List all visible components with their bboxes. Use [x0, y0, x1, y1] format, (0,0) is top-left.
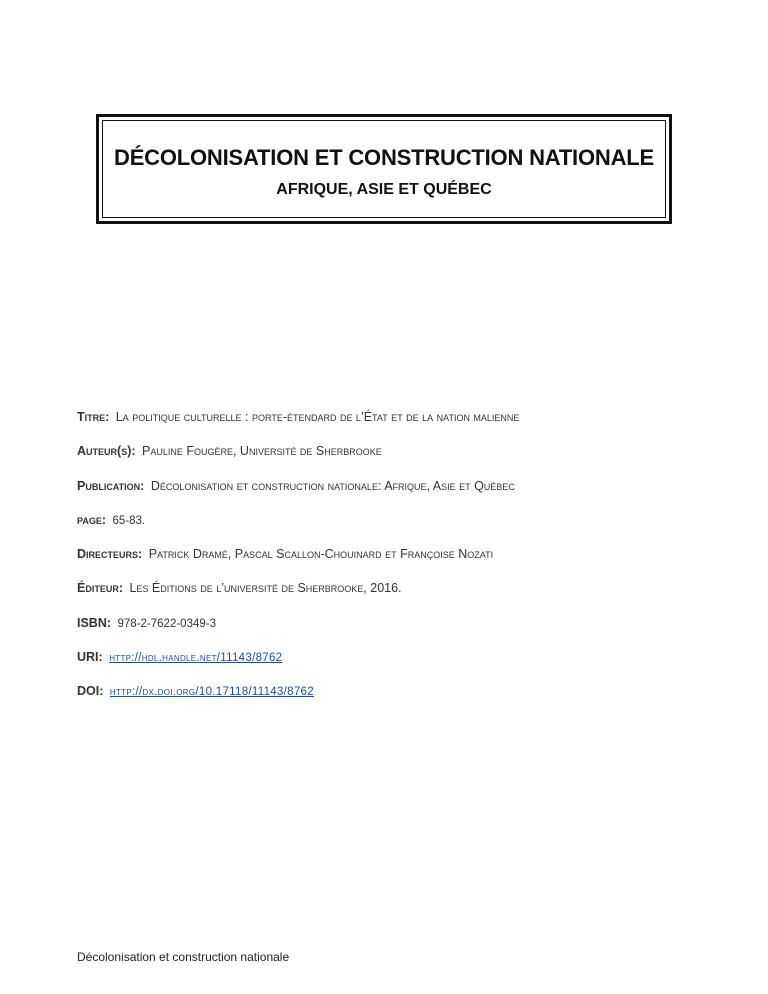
meta-value-authors: Pauline Fougère, Université de Sherbrooke [142, 444, 382, 459]
meta-value-publisher: Les Éditions de l’université de Sherbrooke, 2016. [129, 581, 402, 596]
meta-label-publisher: Éditeur: [77, 581, 123, 596]
meta-row-isbn [77, 614, 737, 648]
citation-metadata [77, 408, 737, 717]
meta-row-publication [77, 477, 737, 511]
uri-link[interactable]: http://hdl.handle.net/11143/8762 [109, 652, 283, 665]
meta-label-uri: URI: [77, 650, 103, 665]
meta-row-uri [77, 648, 737, 682]
meta-value-editors: Patrick Dramé, Pascal Scallon-Chouinard et Françoise Nozati [148, 547, 494, 562]
title-frame [96, 114, 672, 224]
running-footer: Décolonisation et construction nationale [77, 950, 290, 964]
meta-label-isbn: ISBN: [77, 615, 112, 630]
meta-row-authors [77, 442, 737, 476]
meta-value-title: La politique culturelle : porte-étendard de l’État et de la nation malienne [115, 410, 520, 424]
meta-label-doi: DOI: [77, 684, 104, 699]
meta-row-publisher [77, 579, 737, 613]
meta-row-pages [77, 511, 737, 545]
book-title: DÉCOLONISATION ET CONSTRUCTION NATIONALE [114, 145, 654, 170]
meta-value-isbn: 978-2-7622-0349-3 [117, 617, 216, 630]
meta-label-publication: Publication: [77, 478, 145, 493]
meta-value-pages: 65-83. [112, 514, 146, 527]
meta-label-authors: Auteur(s): [77, 444, 136, 459]
meta-label-pages: page: [77, 512, 107, 527]
doi-link[interactable]: http://dx.doi.org/10.17118/11143/8762 [109, 686, 314, 699]
book-subtitle: AFRIQUE, ASIE ET QUÉBEC [276, 181, 492, 198]
meta-label-title: Titre: [77, 410, 110, 424]
meta-label-editors: Directeurs: [77, 547, 143, 562]
title-frame-inner [102, 120, 666, 218]
meta-value-publication: Décolonisation et construction nationale: Afrique, Asie et Québec [150, 478, 515, 493]
meta-row-title [77, 408, 737, 442]
meta-row-doi [77, 682, 737, 716]
meta-row-editors [77, 545, 737, 579]
